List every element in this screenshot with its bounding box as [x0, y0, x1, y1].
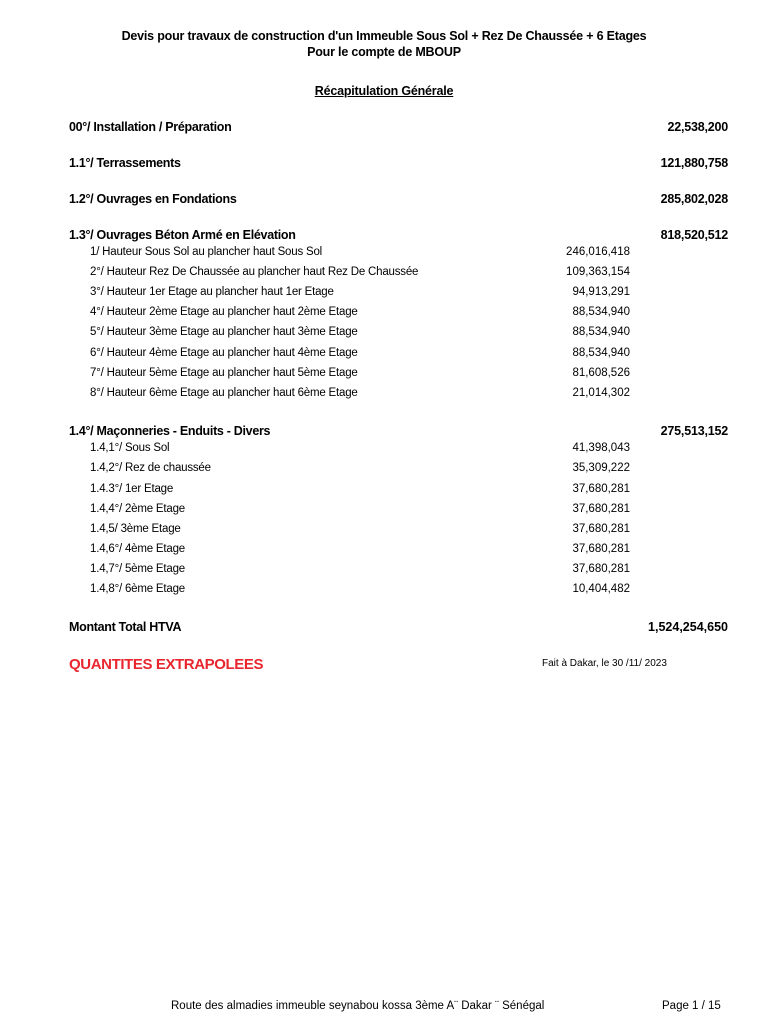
line-item-amount: 37,680,281	[572, 503, 630, 515]
line-item-label: 1.4,5/ 3ème Etage	[90, 523, 181, 535]
section-fondations-amount: 285,802,028	[660, 192, 728, 206]
line-item-label: 2°/ Hauteur Rez De Chaussée au plancher haut Rez De Chaussée	[90, 266, 419, 278]
line-item-label: 1.4,2°/ Rez de chaussée	[90, 462, 211, 474]
line-item-label: 1.4,4°/ 2ème Etage	[90, 503, 185, 515]
client-line: Pour le compte de MBOUP	[307, 45, 461, 59]
total-amount: 1,524,254,650	[648, 620, 728, 634]
line-item-label: 1.4,1°/ Sous Sol	[90, 442, 170, 454]
line-item-amount: 88,534,940	[572, 326, 630, 338]
line-item-amount: 88,534,940	[572, 306, 630, 318]
line-item-label: 4°/ Hauteur 2ème Etage au plancher haut 2ème Etage	[90, 306, 358, 318]
line-item-amount: 35,309,222	[572, 462, 630, 474]
section-fondations-label: 1.2°/ Ouvrages en Fondations	[69, 192, 237, 206]
line-item-label: 6°/ Hauteur 4ème Etage au plancher haut 4ème Etage	[90, 347, 358, 359]
line-item-label: 3°/ Hauteur 1er Etage au plancher haut 1er Etage	[90, 286, 334, 298]
line-item-amount: 37,680,281	[572, 483, 630, 495]
footer-address: Route des almadies immeuble seynabou kossa 3ème A¨ Dakar ¨ Sénégal	[171, 1000, 545, 1012]
line-item-amount: 246,016,418	[566, 246, 630, 258]
line-item-label: 1.4,6°/ 4ème Etage	[90, 543, 185, 555]
section-installation-amount: 22,538,200	[667, 120, 728, 134]
recap-heading: Récapitulation Générale	[314, 84, 454, 98]
line-item-label: 1.4,8°/ 6ème Etage	[90, 583, 185, 595]
footer-page-number: Page 1 / 15	[662, 1000, 721, 1012]
line-item-amount: 10,404,482	[572, 583, 630, 595]
line-item-label: 5°/ Hauteur 3ème Etage au plancher haut 3ème Etage	[90, 326, 358, 338]
line-item-amount: 94,913,291	[572, 286, 630, 298]
section-maconneries-label: 1.4°/ Maçonneries - Enduits - Divers	[69, 424, 271, 438]
total-label: Montant Total HTVA	[69, 620, 182, 634]
line-item-amount: 21,014,302	[572, 387, 630, 399]
line-item-label: 1.4,7°/ 5ème Etage	[90, 563, 185, 575]
section-beton-arme-label: 1.3°/ Ouvrages Béton Armé en Elévation	[69, 228, 296, 242]
line-item-amount: 37,680,281	[572, 563, 630, 575]
document-title: Devis pour travaux de construction d'un Immeuble Sous Sol + Rez De Chaussée + 6 Etages	[121, 29, 647, 43]
line-item-amount: 41,398,043	[572, 442, 630, 454]
line-item-amount: 88,534,940	[572, 347, 630, 359]
line-item-label: 1.4.3°/ 1er Etage	[90, 483, 174, 495]
section-beton-arme-amount: 818,520,512	[660, 228, 728, 242]
line-item-amount: 37,680,281	[572, 523, 630, 535]
extrapolated-quantities-note: QUANTITES EXTRAPOLEES	[69, 656, 264, 673]
line-item-label: 1/ Hauteur Sous Sol au plancher haut Sous Sol	[90, 246, 323, 258]
section-maconneries-amount: 275,513,152	[660, 424, 728, 438]
section-terrassements-label: 1.1°/ Terrassements	[69, 156, 181, 170]
signature-date: Fait à Dakar, le 30 /11/ 2023	[542, 658, 667, 669]
line-item-amount: 109,363,154	[566, 266, 630, 278]
section-installation-label: 00°/ Installation / Préparation	[69, 120, 232, 134]
line-item-label: 8°/ Hauteur 6ème Etage au plancher haut 6ème Etage	[90, 387, 358, 399]
line-item-label: 7°/ Hauteur 5ème Etage au plancher haut 5ème Etage	[90, 367, 358, 379]
line-item-amount: 81,608,526	[572, 367, 630, 379]
line-item-amount: 37,680,281	[572, 543, 630, 555]
section-terrassements-amount: 121,880,758	[660, 156, 728, 170]
